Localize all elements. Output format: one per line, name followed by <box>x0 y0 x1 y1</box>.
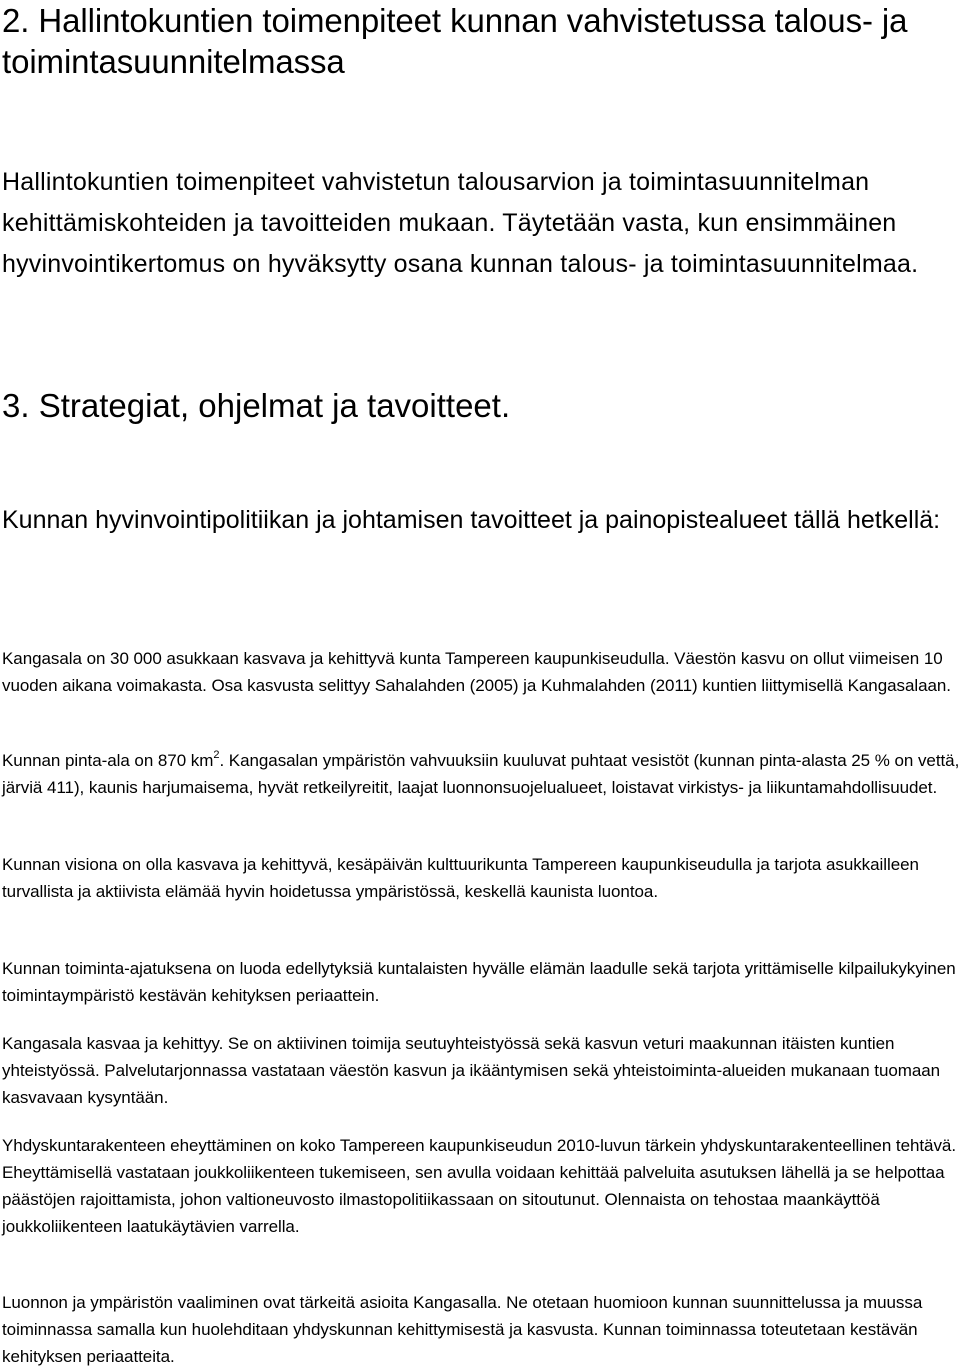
area-paragraph-start: Kunnan pinta-ala on 870 km <box>2 751 214 770</box>
section-3-heading: 3. Strategiat, ohjelmat ja tavoitteet. <box>2 387 511 424</box>
urban-structure-paragraph: Yhdyskuntarakenteen eheyttäminen on koko Tampereen kaupunkiseudun 2010-luvun tärkein yhdyskuntarakenteellinen tehtävä. Eheyttämisellä vastataan joukkoliikenteen tukemiseen, sen avulla voidaan kehittää palveluita asutuksen lähellä ja se helpottaa päästöjen rajoittamista, johon valtioneuvosto ilmastopolitiikassaan on sitoutunut. Olennaista on tehostaa maankäyttöä joukkoliikenteen laatukäytävien varrella. <box>2 1136 956 1236</box>
wellbeing-goals-subheading: Kunnan hyvinvointipolitiikan ja johtamisen tavoitteet ja painopistealueet tällä hetkellä: <box>2 506 941 534</box>
environment-paragraph: Luonnon ja ympäristön vaaliminen ovat tärkeitä asioita Kangasalla. Ne otetaan huomioon kunnan suunnittelussa ja muussa toiminnassa samalla kun huolehditaan yhdyskunnan kehittymisestä ja kasvusta. Kunnan toiminnassa toteutetaan kestävän kehityksen periaatteita. <box>2 1293 923 1366</box>
area-paragraph-rest: . Kangasalan ympäristön vahvuuksiin kuuluvat puhtaat vesistöt (kunnan pinta-alasta 25 % on vettä, järviä 411), kaunis harjumaisema, hyvät retkeilyreitit, laajat luonnonsuojelualueet, loistavat virkistys- ja liikuntamahdollisuudet. <box>2 751 960 797</box>
population-paragraph: Kangasala on 30 000 asukkaan kasvava ja kehittyvä kunta Tampereen kaupunkiseudulla. Väestön kasvu on ollut viimeisen 10 vuoden aikana voimakasta. Osa kasvusta selittyy Sahalahden (2005) ja Kuhmalahden (2011) kuntien liittymisellä Kangasalaan. <box>2 649 951 695</box>
vision-paragraph: Kunnan visiona on olla kasvava ja kehittyvä, kesäpäivän kulttuurikunta Tampereen kaupunkiseudulla ja tarjota asukkailleen turvallista ja aktiivista elämää hyvin hoidetussa ympäristössä, keskellä kaunista luontoa. <box>2 855 919 901</box>
area-unit-superscript: 2 <box>213 749 220 761</box>
area-paragraph <box>2 747 960 801</box>
intro-paragraph: Hallintokuntien toimenpiteet vahvistetun talousarvion ja toimintasuunnitelman kehittämiskohteiden ja tavoitteiden mukaan. Täytetään vasta, kun ensimmäinen hyvinvointikertomus on hyväksytty osana kunnan talous- ja toimintasuunnitelmaa. <box>2 168 919 278</box>
mission-paragraph: Kunnan toiminta-ajatuksena on luoda edellytyksiä kuntalaisten hyvälle elämän laadulle sekä tarjota yrittämiselle kilpailukykyinen toimintaympäristö kestävän kehityksen periaattein. <box>2 959 956 1005</box>
growth-paragraph: Kangasala kasvaa ja kehittyy. Se on aktiivinen toimija seutuyhteistyössä sekä kasvun veturi maakunnan itäisten kuntien yhteistyössä. Palvelutarjonnassa vastataan väestön kasvun ja ikääntymisen sekä yhteistoiminta-alueiden mukanaan tuomaan kasvavaan kysyntään. <box>2 1034 941 1107</box>
section-2-heading: 2. Hallintokuntien toimenpiteet kunnan vahvistetussa talous- ja toimintasuunnitelmassa <box>2 2 908 80</box>
